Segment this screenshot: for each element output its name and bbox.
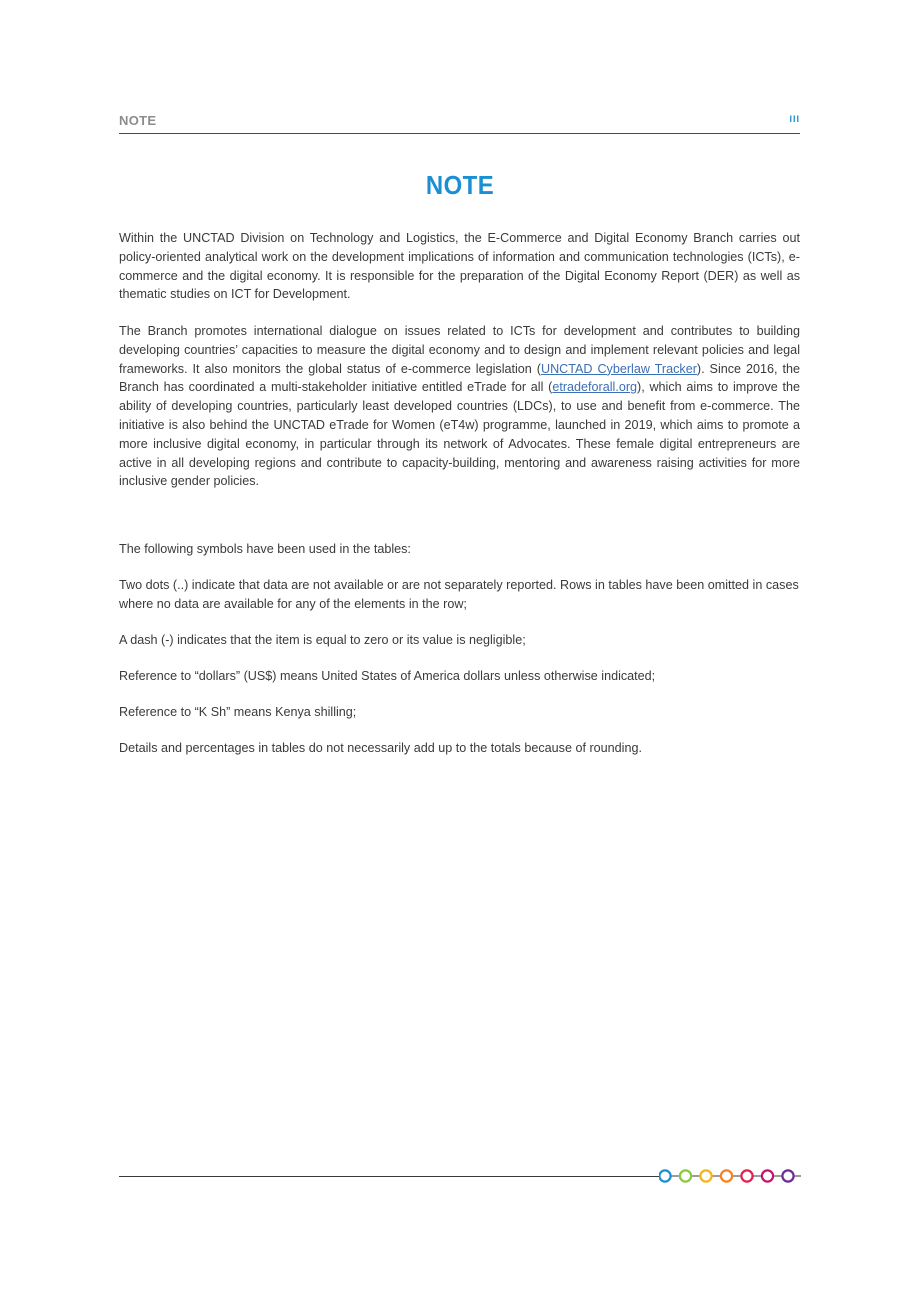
footer-circle-chain [659,1168,801,1184]
footer-dot-1 [659,1170,670,1181]
branch-paragraph [119,322,800,491]
branch-paragraph-text-2: ). Since 2016, the Branch has coordinated a multi-stakeholder initiative entitled eTrade for all ( [119,361,800,395]
footer-dot-7 [782,1170,793,1181]
branch-paragraph-text-3: ), which aims to improve the ability of developing countries, particularly least developed countries (LDCs), to use and benefit from e-commerce. The initiative is also behind the UNCTAD eTrade for Women (eT4w) programme, launched in 2019, which aims to promote a more inclusive digital economy, in particular through its network of Advocates. These female digital entrepreneurs are active in all developing regions and contribute to capacity-building, mentoring and awareness raising activities for more inclusive gender policies. [119,380,800,489]
page-number: III [789,114,800,124]
footer-dot-6 [762,1170,773,1181]
symbol-dollars: Reference to “dollars” (US$) means United States of America dollars unless otherwise indicated; [119,669,656,683]
running-header [119,113,800,134]
symbol-dash: A dash (-) indicates that the item is equal to zero or its value is negligible; [119,633,526,647]
footer-dot-5 [741,1170,752,1181]
footer-dot-3 [700,1170,711,1181]
footer-rule [119,1176,659,1177]
symbol-rounding: Details and percentages in tables do not necessarily add up to the totals because of rounding. [119,741,642,755]
intro-paragraph: Within the UNCTAD Division on Technology and Logistics, the E-Commerce and Digital Economy Branch carries out policy-oriented analytical work on the development implications of information and communication technologies (ICTs), e-commerce and the digital economy. It is responsible for the preparation of the Digital Economy Report (DER) as well as thematic studies on ICT for Development. [119,231,800,302]
branch-paragraph-text-1: The Branch promotes international dialogue on issues related to ICTs for development and contributes to building developing countries’ capacities to measure the digital economy and to design and implement relevant policies and legal frameworks. It also monitors the global status of e-commerce legislation ( [119,324,800,376]
running-title: NOTE [119,113,157,128]
cyberlaw-tracker-link[interactable]: UNCTAD Cyberlaw Tracker [540,361,697,376]
page-title: NOTE [425,170,495,200]
etradeforall-link[interactable]: etradeforall.org [552,380,638,395]
symbols-intro: The following symbols have been used in the tables: [119,542,411,556]
symbol-two-dots: Two dots (..) indicate that data are not available or are not separately reported. Rows in tables have been omitted in cases where no data are available for any of the elements in the row; [119,578,799,611]
footer-dot-2 [680,1170,691,1181]
footer-dot-4 [721,1170,732,1181]
symbol-kenya-shilling: Reference to “K Sh” means Kenya shilling; [119,705,357,719]
